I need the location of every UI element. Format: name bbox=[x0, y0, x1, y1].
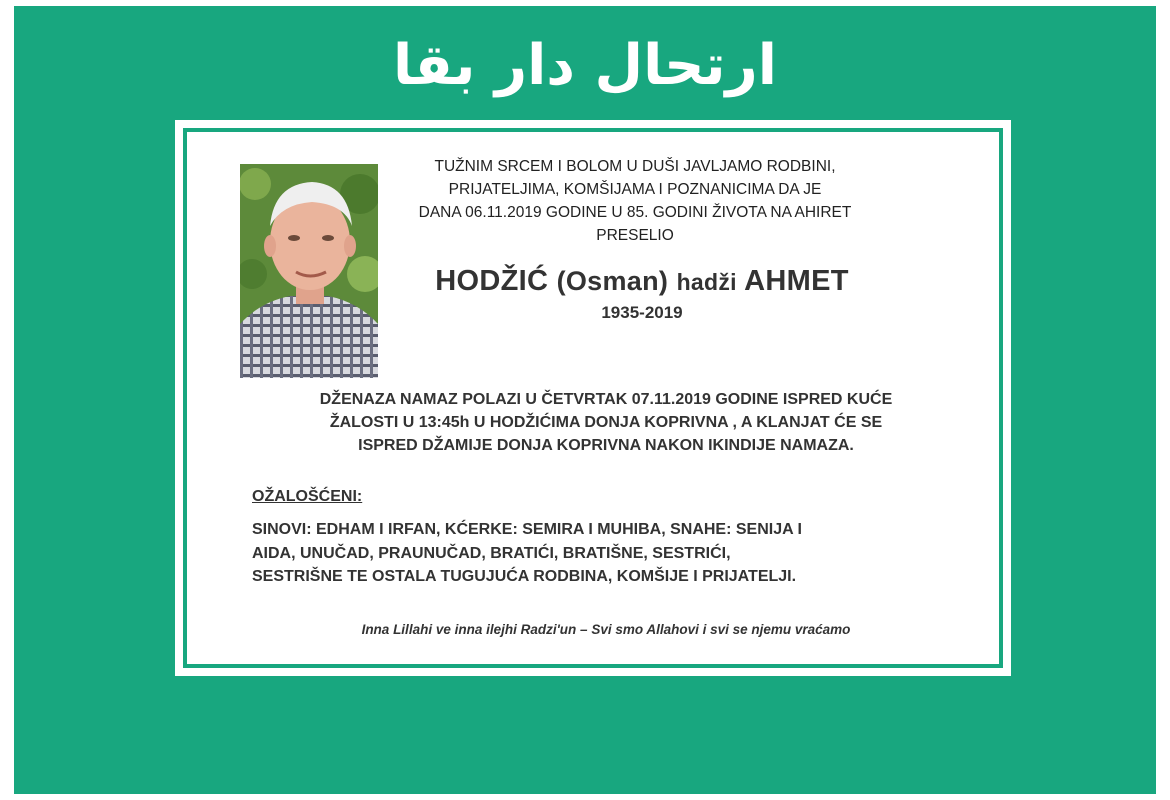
funeral-prayer-info bbox=[247, 388, 965, 457]
surname: HODŽIĆ bbox=[435, 265, 549, 297]
mourners-line: SINOVI: EDHAM I IRFAN, KĆERKE: SEMIRA I MUHIBA, SNAHE: SENIJA I bbox=[252, 521, 802, 538]
first-name: AHMET bbox=[744, 265, 849, 297]
intro-line: TUŽNIM SRCEM I BOLOM U DUŠI JAVLJAMO RODBINI, bbox=[434, 158, 836, 175]
announcement-intro bbox=[385, 155, 885, 247]
closing-quote: Inna Lillahi ve inna ilejhi Radzi'un – Svi smo Allahovi i svi se njemu vraćamo bbox=[361, 622, 851, 637]
mourners-line: AIDA, UNUČAD, PRAUNUČAD, BRATIĆI, BRATIŠNE, SESTRIĆI, bbox=[252, 544, 731, 562]
dzenaza-line: ISPRED DŽAMIJE DONJA KOPRIVNA NAKON IKINDIJE NAMAZA. bbox=[358, 437, 854, 454]
father-name: (Osman) bbox=[556, 266, 669, 296]
mourners-line: SESTRIŠNE TE OSTALA TUGUJUĆA RODBINA, KOMŠIJE I PRIJATELJI. bbox=[252, 568, 797, 585]
deceased-name bbox=[387, 265, 897, 298]
mourners-label: OŽALOŠĆENI: bbox=[252, 488, 363, 505]
intro-line: PRESELIO bbox=[596, 227, 674, 244]
dzenaza-line: DŽENAZA NAMAZ POLAZI U ČETVRTAK 07.11.2019 GODINE ISPRED KUĆE bbox=[319, 391, 893, 408]
mourners-list bbox=[252, 518, 942, 589]
honorific-title: hadži bbox=[676, 269, 737, 295]
dzenaza-line: ŽALOSTI U 13:45h U HODŽIĆIMA DONJA KOPRIVNA , A KLANJAT ĆE SE bbox=[329, 414, 883, 431]
notice-card-border bbox=[183, 128, 1003, 668]
notice-background bbox=[14, 6, 1156, 794]
arabic-calligraphy-heading: ارتحال دار بقا bbox=[393, 33, 777, 98]
intro-line: PRIJATELJIMA, KOMŠIJAMA I POZNANICIMA DA JE bbox=[448, 181, 822, 198]
portrait-photo bbox=[240, 164, 378, 378]
life-years: 1935-2019 bbox=[601, 303, 683, 322]
notice-card bbox=[175, 120, 1011, 676]
intro-line: DANA 06.11.2019 GODINE U 85. GODINI ŽIVOTA NA AHIRET bbox=[418, 204, 852, 221]
